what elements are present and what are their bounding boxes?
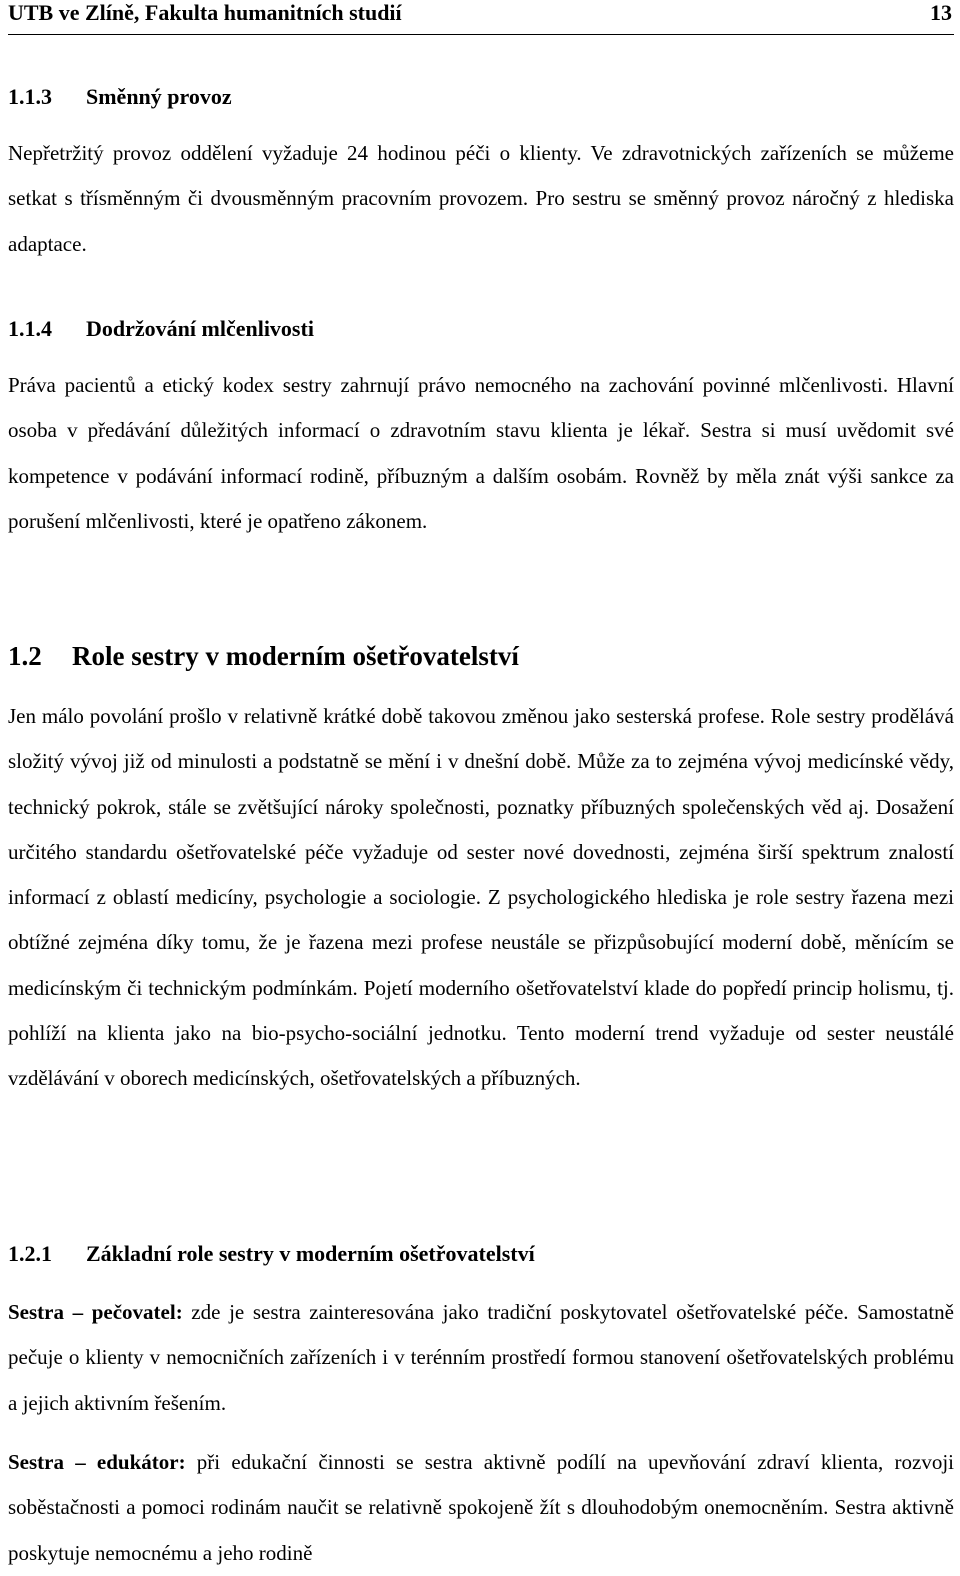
page-number: 13	[930, 0, 952, 25]
role-description: při edukační činnosti se sestra aktivně podílí na upevňování zdraví klienta, rozvoji soběstačnosti a pomoci rodinám naučit se relativně spokojeně žít s dlouhodobým onemocněním. Sestra aktivně poskytuje nemocnému a jeho rodině	[8, 1450, 954, 1565]
section-heading-1-2-1	[8, 1240, 535, 1268]
section-title: Role sestry v moderním ošetřovatelství	[72, 641, 519, 671]
document-page	[8, 0, 954, 1565]
role-label: Sestra – pečovatel:	[8, 1300, 183, 1324]
section-title: Dodržování mlčenlivosti	[86, 316, 314, 341]
role-label: Sestra – edukátor:	[8, 1450, 186, 1474]
paragraph-shift-work: Nepřetržitý provoz oddělení vyžaduje 24 hodinou péči o klienty. Ve zdravotnických zařízeních se můžeme setkat s třísměnným či dvousměnným pracovním provozem. Pro sestru se směnný provoz náročný z hlediska adaptace.	[8, 141, 954, 256]
section-heading-1-1-4	[8, 315, 314, 343]
page-header	[8, 0, 954, 35]
section-title: Směnný provoz	[86, 84, 232, 109]
paragraph-role-caregiver	[8, 1290, 954, 1426]
section-title: Základní role sestry v moderním ošetřovatelství	[86, 1241, 535, 1266]
section-heading-1-1-3	[8, 83, 232, 111]
section-number: 1.2.1	[8, 1241, 52, 1266]
section-heading-1-2	[8, 640, 519, 672]
header-title: UTB ve Zlíně, Fakulta humanitních studií	[8, 0, 402, 25]
paragraph-nurse-role: Jen málo povolání prošlo v relativně krátké době takovou změnou jako sesterská profese. Role sestry prodělává složitý vývoj již od minulosti a podstatně se mění i v dnešní době. Může za to zejména vývoj medicínské vědy, technický pokrok, stále se zvětšující nároky společnosti, poznatky příbuzných společenských věd aj. Dosažení určitého standardu ošetřovatelské péče vyžaduje od sester nové dovednosti, zejména širší spektrum znalostí informací z oblastí medicíny, psychologie a sociologie. Z psychologického hlediska je role sestry řazena mezi obtížné zejména díky tomu, že je řazena mezi profese neustále se přizpůsobující moderní době, měnícím se medicínským či technickým podmínkám. Pojetí moderního ošetřovatelství klade do popředí princip holismu, tj. pohlíží na klienta jako na bio-psycho-sociální jednotku. Tento moderní trend vyžaduje od sester neustálé vzdělávání v oborech medicínských, ošetřovatelských a příbuzných.	[8, 704, 954, 1091]
paragraph-role-educator	[8, 1440, 954, 1576]
section-number: 1.1.4	[8, 316, 52, 341]
role-description: zde je sestra zainteresována jako tradiční poskytovatel ošetřovatelské péče. Samostatně pečuje o klienty v nemocničních zařízeních i v terénním prostředí formou stanovení ošetřovatelských problému a jejich aktivním řešením.	[8, 1300, 954, 1415]
section-number: 1.1.3	[8, 84, 52, 109]
section-number: 1.2	[8, 641, 42, 671]
paragraph-confidentiality: Práva pacientů a etický kodex sestry zahrnují právo nemocného na zachování povinné mlčenlivosti. Hlavní osoba v předávání důležitých informací o zdravotním stavu klienta je lékař. Sestra si musí uvědomit své kompetence v podávání informací rodině, příbuzným a dalším osobám. Rovněž by měla znát výši sankce za porušení mlčenlivosti, které je opatřeno zákonem.	[8, 373, 954, 533]
